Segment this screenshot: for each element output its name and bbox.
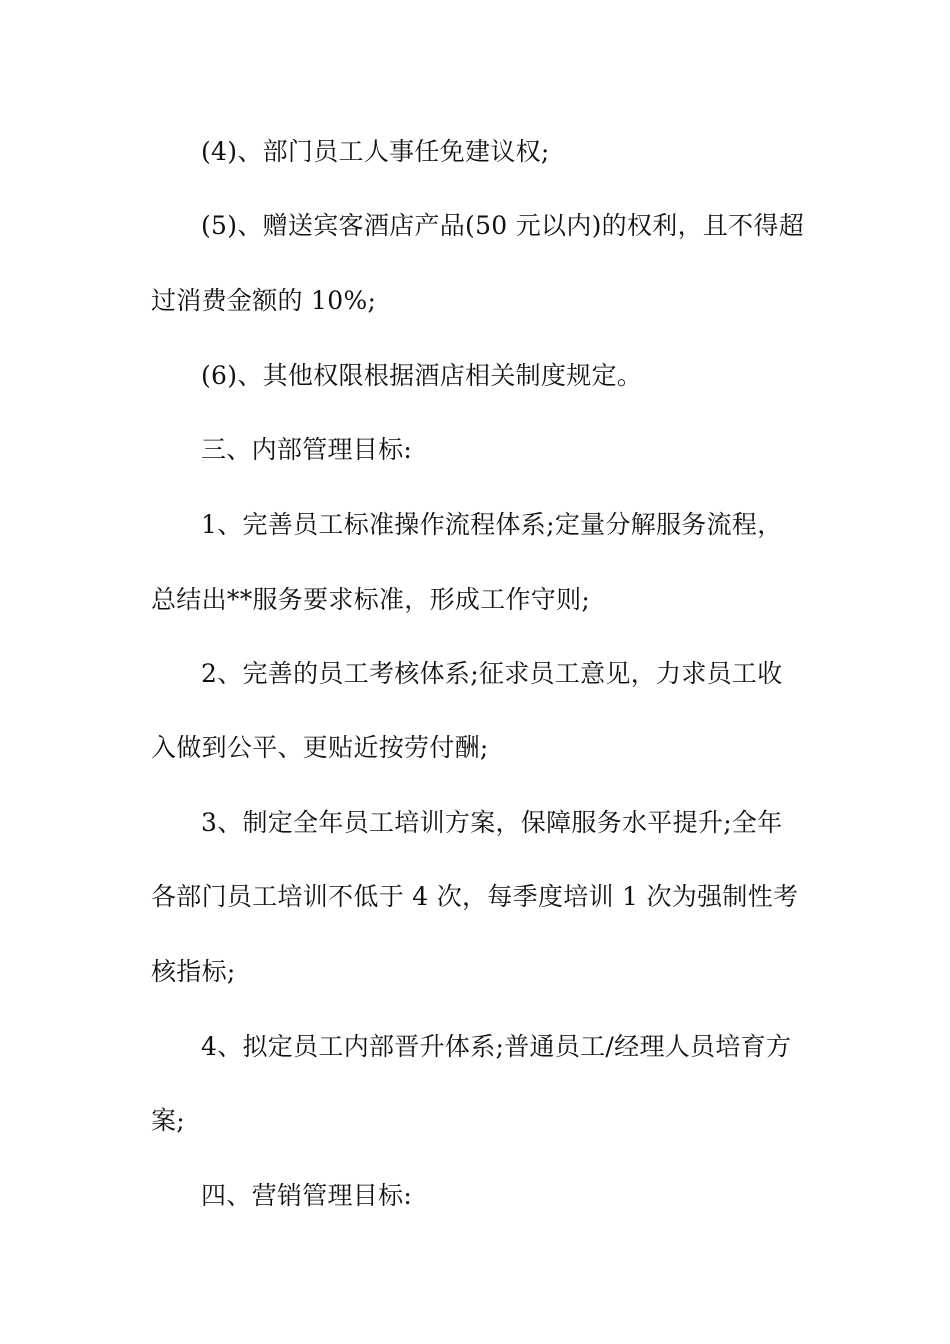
- paragraph-line: 入做到公平、更贴近按劳付酬;: [151, 733, 489, 762]
- paragraph-line: 过消费金额的 10%;: [151, 286, 377, 315]
- paragraph-line: 2、完善的员工考核体系;征求员工意见，力求员工收: [201, 659, 783, 688]
- paragraph-line: (5)、赠送宾客酒店产品(50 元以内)的权利，且不得超: [201, 211, 805, 240]
- paragraph-line: (6)、其他权限根据酒店相关制度规定。: [201, 361, 643, 390]
- paragraph-line: 核指标;: [151, 957, 236, 986]
- paragraph-line: 1、完善员工标准操作流程体系;定量分解服务流程，: [201, 510, 783, 539]
- paragraph-line: 案;: [151, 1106, 186, 1135]
- section-heading: 四、营销管理目标:: [201, 1181, 413, 1210]
- paragraph-line: (4)、部门员工人事任免建议权;: [201, 137, 550, 166]
- paragraph-line: 总结出**服务要求标准，形成工作守则;: [151, 585, 591, 614]
- section-heading: 三、内部管理目标:: [201, 435, 413, 464]
- paragraph-line: 4、拟定员工内部晋升体系;普通员工/经理人员培育方: [201, 1032, 792, 1061]
- paragraph-line: 3、制定全年员工培训方案，保障服务水平提升;全年: [201, 808, 783, 837]
- paragraph-line: 各部门员工培训不低于 4 次，每季度培训 1 次为强制性考: [151, 882, 799, 911]
